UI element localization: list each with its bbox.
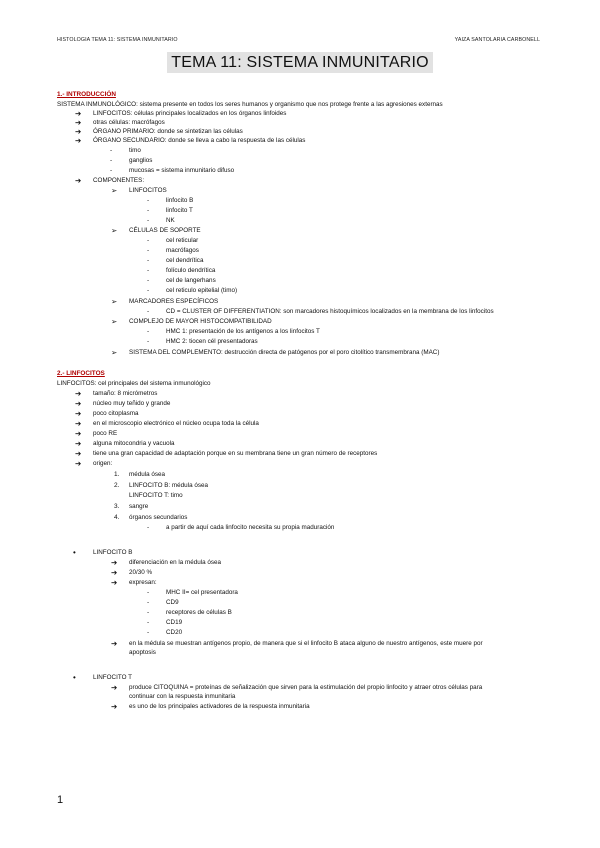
- arrow-bullet-icon: ➔: [75, 409, 82, 418]
- arrow-bullet-icon: ➔: [75, 109, 82, 118]
- dash-bullet-icon: -: [147, 328, 150, 335]
- text-line: CD = CLUSTER OF DIFFERENTIATION: son marcadores histoquímicos localizados en la membrana de los linfocitos: [166, 308, 494, 315]
- text-line: tamaño: 8 micrómetros: [93, 390, 158, 397]
- dash-bullet-icon: -: [147, 338, 150, 345]
- dash-bullet-icon: -: [147, 277, 150, 284]
- dash-bullet-icon: -: [147, 599, 150, 606]
- tri-bullet-icon: ➢: [111, 186, 118, 195]
- text-line: mucosas = sistema inmunitario difuso: [129, 167, 235, 174]
- arrow-bullet-icon: ➔: [75, 419, 82, 428]
- dash-bullet-icon: -: [147, 257, 150, 264]
- dot-bullet-icon: •: [73, 548, 76, 557]
- arrow-bullet-icon: ➔: [111, 639, 118, 648]
- arrow-bullet-icon: ➔: [75, 449, 82, 458]
- text-line: timo: [129, 147, 141, 154]
- text-line: expresan:: [129, 579, 157, 586]
- dash-bullet-icon: -: [147, 247, 150, 254]
- text-line: órganos secundarios: [129, 514, 188, 521]
- arrow-bullet-icon: ➔: [75, 439, 82, 448]
- dash-bullet-icon: -: [147, 287, 150, 294]
- dash-bullet-icon: -: [110, 157, 113, 164]
- arrow-bullet-icon: ➔: [111, 702, 118, 711]
- arrow-bullet-icon: ➔: [75, 176, 82, 185]
- tri-bullet-icon: ➢: [111, 297, 118, 306]
- text-line: linfocito B: [166, 197, 194, 204]
- text-line: núcleo muy teñido y grande: [93, 400, 171, 407]
- text-line: continuar con la respuesta inmunitaria: [129, 693, 236, 700]
- text-line: apoptosis: [129, 649, 156, 656]
- list-number: 4.: [114, 514, 120, 521]
- text-line: CD9: [166, 599, 179, 606]
- page-title: TEMA 11: SISTEMA INMUNITARIO: [167, 52, 433, 73]
- text-line: en la médula se muestran antígenos propio, de manera que si el linfocito B ataca alguno de nuestro antígenos, este muere por: [129, 640, 483, 647]
- text-line: HMC 1: presentación de los antígenos a los linfocitos T: [166, 328, 320, 335]
- page-number: 1: [57, 794, 64, 806]
- text-line: a partir de aquí cada linfocito necesita su propia maduración: [166, 524, 335, 531]
- arrow-bullet-icon: ➔: [75, 389, 82, 398]
- dash-bullet-icon: -: [147, 308, 150, 315]
- dash-bullet-icon: -: [147, 217, 150, 224]
- text-line: SISTEMA INMUNOLÓGICO: sistema presente en todos los seres humanos y organismo que nos protege frente a las agresiones externas: [57, 101, 443, 108]
- text-line: MARCADORES ESPECÍFICOS: [129, 298, 219, 305]
- text-line: CD20: [166, 629, 183, 636]
- text-line: poco citoplasma: [93, 410, 139, 417]
- arrow-bullet-icon: ➔: [75, 136, 82, 145]
- text-line: origen:: [93, 460, 113, 467]
- text-line: LINFOCITO T: timo: [129, 492, 183, 499]
- arrow-bullet-icon: ➔: [75, 399, 82, 408]
- text-line: médula ósea: [129, 471, 166, 478]
- text-line: LINFOCITO T: [93, 674, 132, 681]
- text-line: cel reticulo epitelial (timo): [166, 287, 238, 294]
- text-line: LINFOCITO B: [93, 549, 133, 556]
- dash-bullet-icon: -: [147, 197, 150, 204]
- tri-bullet-icon: ➢: [111, 317, 118, 326]
- text-line: produce CITOQUINA = proteínas de señalización que sirven para la estimulación del propio linfocito y atraer otros células para: [129, 684, 483, 691]
- text-line: receptores de células B: [166, 609, 232, 616]
- arrow-bullet-icon: ➔: [75, 429, 82, 438]
- text-line: linfocito T: [166, 207, 193, 214]
- text-line: NK: [166, 217, 175, 224]
- dot-bullet-icon: •: [73, 673, 76, 682]
- text-line: HMC 2: tiocen cél presentadoras: [166, 338, 258, 345]
- arrow-bullet-icon: ➔: [75, 459, 82, 468]
- section-heading: 2.- LINFOCITOS: [57, 370, 105, 377]
- running-header-right: YAIZA SANTOLARIA CARBONELL: [454, 37, 540, 43]
- text-line: folículo dendrítica: [166, 267, 216, 274]
- text-line: LINFOCITO B: médula ósea: [129, 482, 208, 489]
- text-line: es uno de los principales activadores de la respuesta inmunitaria: [129, 703, 310, 710]
- dash-bullet-icon: -: [147, 589, 150, 596]
- text-line: en el microscopio electrónico el núcleo ocupa toda la célula: [93, 420, 259, 427]
- text-line: CD19: [166, 619, 183, 626]
- arrow-bullet-icon: ➔: [111, 683, 118, 692]
- text-line: LINFOCITOS: cel principales del sistema inmunológico: [57, 380, 211, 387]
- text-line: diferenciación en la médula ósea: [129, 559, 222, 566]
- text-line: ÓRGANO SECUNDARIO: donde se lleva a cabo la respuesta de las células: [93, 137, 306, 144]
- text-line: SISTEMA DEL COMPLEMENTO: destrucción directa de patógenos por el poro citolítico transmembrana (MAC): [129, 349, 440, 356]
- arrow-bullet-icon: ➔: [75, 118, 82, 127]
- text-line: macrófagos: [166, 247, 199, 254]
- text-line: MHC II= cel presentadora: [166, 589, 238, 596]
- text-line: alguna mitocondria y vacuola: [93, 440, 175, 447]
- dash-bullet-icon: -: [147, 609, 150, 616]
- tri-bullet-icon: ➢: [111, 348, 118, 357]
- text-line: tiene una gran capacidad de adaptación porque en su membrana tiene un gran número de receptores: [93, 450, 378, 457]
- text-line: 20/30 %: [129, 569, 153, 576]
- dash-bullet-icon: -: [110, 147, 113, 154]
- text-line: COMPONENTES:: [93, 177, 145, 184]
- text-line: ganglios: [129, 157, 153, 164]
- text-line: cel de langerhans: [166, 277, 216, 284]
- text-line: cel dendrítica: [166, 257, 204, 264]
- text-line: LINFOCITOS: [129, 187, 167, 194]
- dash-bullet-icon: -: [147, 207, 150, 214]
- section-heading: 1.- INTRODUCCIÓN: [57, 91, 116, 98]
- text-line: poco RE: [93, 430, 118, 437]
- dash-bullet-icon: -: [147, 629, 150, 636]
- arrow-bullet-icon: ➔: [111, 568, 118, 577]
- text-line: cel reticular: [166, 237, 199, 244]
- list-number: 2.: [114, 482, 120, 489]
- arrow-bullet-icon: ➔: [111, 578, 118, 587]
- tri-bullet-icon: ➢: [111, 226, 118, 235]
- arrow-bullet-icon: ➔: [111, 558, 118, 567]
- text-line: COMPLEJO DE MAYOR HISTOCOMPATIBILIDAD: [129, 318, 272, 325]
- text-line: ÓRGANO PRIMARIO: donde se sintetizan las células: [93, 128, 243, 135]
- dash-bullet-icon: -: [147, 619, 150, 626]
- list-number: 3.: [114, 503, 120, 510]
- title-container: [0, 52, 600, 73]
- list-number: 1.: [114, 471, 120, 478]
- text-line: otras células: macrófagos: [93, 119, 165, 126]
- text-line: CÉLULAS DE SOPORTE: [129, 227, 201, 234]
- dash-bullet-icon: -: [110, 167, 113, 174]
- dash-bullet-icon: -: [147, 267, 150, 274]
- text-line: sangre: [129, 503, 149, 510]
- arrow-bullet-icon: ➔: [75, 127, 82, 136]
- running-header-left: HISTOLOGIA TEMA 11: SISTEMA INMUNITARIO: [57, 37, 178, 43]
- dash-bullet-icon: -: [147, 524, 150, 531]
- dash-bullet-icon: -: [147, 237, 150, 244]
- text-line: LINFOCITOS: células principales localizados en los órganos linfoides: [93, 110, 287, 117]
